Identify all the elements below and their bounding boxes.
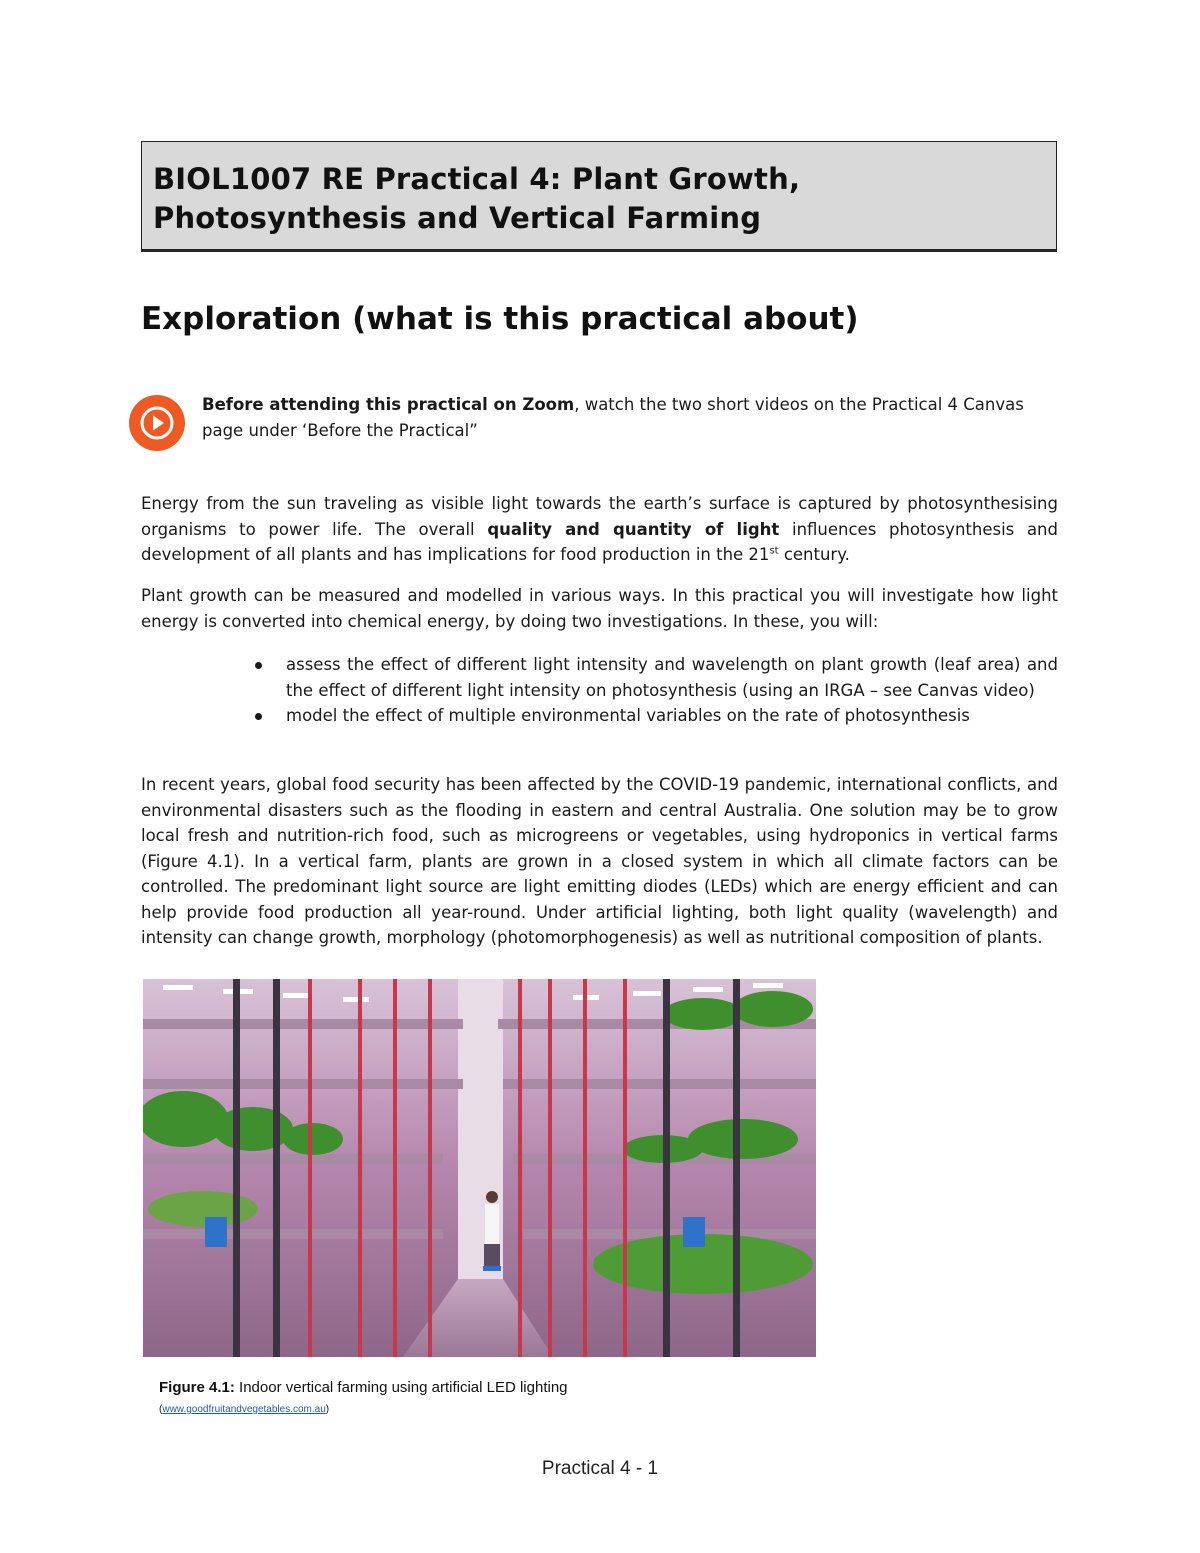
list-item-text: assess the effect of different light intensity and wavelength on plant growth (leaf area) and the effect of different light intensity on photosynthesis (using an IRGA – see Canvas video)	[286, 655, 1058, 700]
bullet-dot	[255, 713, 262, 720]
figure-caption-text: Indoor vertical farming using artificial LED lighting	[234, 1379, 568, 1396]
paragraph-energy-c: century.	[778, 545, 850, 564]
play-video-icon[interactable]	[128, 394, 186, 452]
paragraph-food-security: In recent years, global food security has been affected by the COVID-19 pandemic, international conflicts, and environmental disasters such as the flooding in eastern and central Australia. One solution may be to grow local fresh and nutrition-rich food, such as microgreens or vegetables, using hydroponics in vertical farms (Figure 4.1). In a vertical farm, plants are grown in a closed system in which all climate factors can be controlled. The predominant light source are light emitting diodes (LEDs) which are energy efficient and can help provide food production all year-round. Under artificial lighting, both light quality (wavelength) and intensity can change growth, morphology (photomorphogenesis) as well as nutritional composition of plants.	[141, 775, 1058, 947]
paragraph-plant-growth: Plant growth can be measured and modelled in various ways. In this practical you will investigate how light energy is converted into chemical energy, by doing two investigations. In these, you will:	[141, 586, 1058, 631]
figure-caption	[159, 1378, 568, 1398]
figure-source	[159, 1402, 329, 1418]
paragraph-energy-a: Energy from the sun traveling as visible light towards the earth’s surface is captured by photosynthesising organisms to power life. The overall	[141, 494, 1058, 539]
investigation-list	[255, 652, 1058, 729]
list-item	[255, 652, 1058, 703]
source-paren-open: (	[159, 1404, 163, 1415]
page-footer: Practical 4 - 1	[541, 1458, 659, 1479]
vertical-farm-photo	[143, 979, 816, 1357]
list-item	[255, 703, 1058, 729]
list-item-text: model the effect of multiple environmental variables on the rate of photosynthesis	[286, 706, 970, 725]
title-box	[141, 141, 1057, 252]
paragraph-energy	[141, 491, 1058, 568]
source-link[interactable]: www.goodfruitandvegetables.com.au	[162, 1404, 326, 1415]
before-note-text: , watch the two short videos on the Practical 4 Canvas page under ‘Before the Practical”	[202, 395, 1024, 440]
before-note-bold: Before attending this practical on Zoom	[202, 395, 575, 414]
paragraph-energy-bold: quality and quantity of light	[487, 519, 780, 539]
paragraph-energy-b: influences photosynthesis and development of all plants and has implications for food production in the 21	[141, 519, 1058, 564]
before-practical-note	[202, 392, 1058, 443]
source-paren-close: )	[325, 1404, 330, 1415]
vertical-farm-illustration	[143, 979, 816, 1357]
bullet-dot	[255, 662, 262, 669]
section-heading: Exploration (what is this practical about)	[141, 301, 859, 337]
superscript-st: st	[769, 545, 779, 557]
document-title: BIOL1007 RE Practical 4: Plant Growth, Photosynthesis and Vertical Farming	[153, 162, 801, 235]
figure-label: Figure 4.1:	[159, 1379, 235, 1396]
